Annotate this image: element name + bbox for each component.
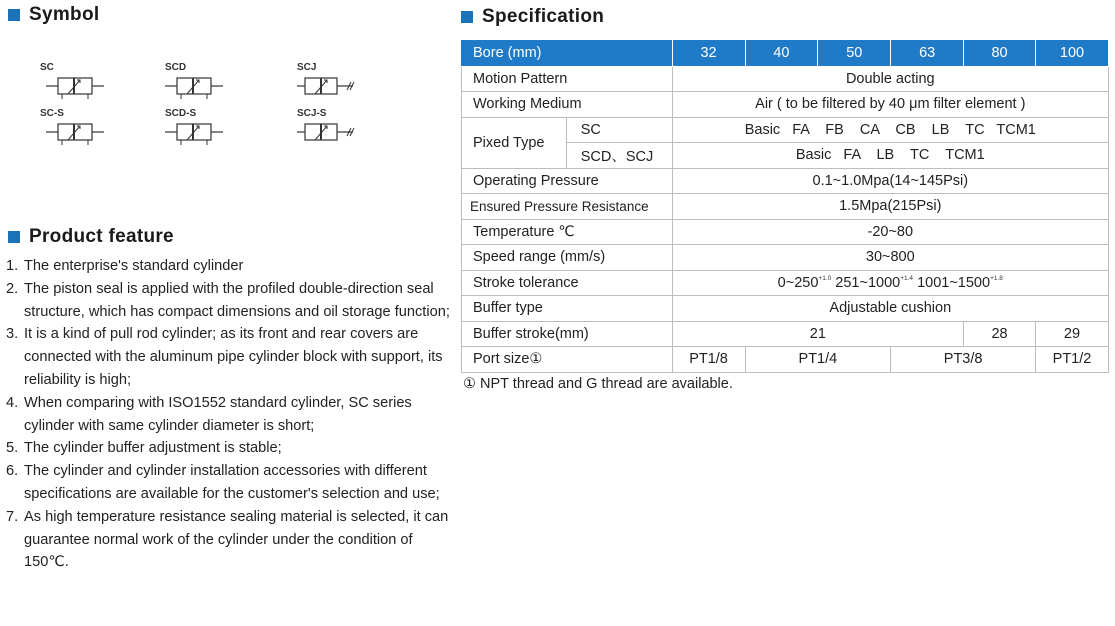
feature-list xyxy=(6,255,451,574)
row-label: Pixed Type xyxy=(462,117,567,168)
item-number: 1. xyxy=(6,258,19,274)
specification-heading xyxy=(461,6,604,28)
square-bullet-icon xyxy=(8,9,20,21)
row-value: Adjustable cushion xyxy=(672,296,1108,322)
symbol-label: SCD xyxy=(165,62,187,73)
item-text: The piston seal is applied with the profiled double-direction seal structure, which has compact dimensions and oil storage function; xyxy=(24,280,450,320)
list-item xyxy=(6,460,451,506)
row-value: PT1/8 xyxy=(672,347,745,373)
table-row xyxy=(462,66,1109,92)
symbol-label: SC xyxy=(40,62,54,73)
symbol-scj-s xyxy=(297,108,367,158)
row-label: Ensured Pressure Resistance xyxy=(462,194,673,220)
list-item xyxy=(6,392,451,438)
product-feature-title: Product feature xyxy=(29,226,174,247)
stroke-tolerance-sup: +1.8 xyxy=(990,274,1003,282)
item-number: 5. xyxy=(6,440,19,457)
item-number: 6. xyxy=(6,463,19,480)
row-sublabel: SC xyxy=(566,117,672,143)
stroke-range: 1001~1500 xyxy=(913,274,991,291)
square-bullet-icon xyxy=(8,231,20,243)
list-item xyxy=(6,506,451,574)
row-value: Basic FA LB TC TCM1 xyxy=(672,143,1108,169)
list-item xyxy=(6,437,451,460)
table-row xyxy=(462,117,1109,143)
table-row xyxy=(462,270,1109,296)
symbol-label: SCJ-S xyxy=(297,108,327,119)
table-row-bore xyxy=(462,41,1109,67)
cylinder-symbol-icon xyxy=(297,74,367,102)
symbol-heading xyxy=(8,4,99,26)
row-value: PT1/2 xyxy=(1036,347,1109,373)
cylinder-symbol-icon xyxy=(297,120,367,148)
item-number: 7. xyxy=(6,508,19,525)
table-row xyxy=(462,168,1109,194)
row-value: Double acting xyxy=(672,66,1108,92)
row-value: 28 xyxy=(964,321,1036,347)
table-row xyxy=(462,321,1109,347)
list-item xyxy=(6,278,451,324)
table-row xyxy=(462,219,1109,245)
row-value: 0.1~1.0Mpa(14~145Psi) xyxy=(672,168,1108,194)
symbol-sc-s xyxy=(40,108,110,158)
bore-cell: 63 xyxy=(891,41,964,67)
item-text: The cylinder buffer adjustment is stable; xyxy=(24,440,282,457)
row-value xyxy=(672,270,1108,296)
row-label: Temperature ℃ xyxy=(462,219,673,245)
product-feature-heading xyxy=(8,226,174,248)
bore-cell: 100 xyxy=(1036,41,1109,67)
item-number: 3. xyxy=(6,326,19,343)
row-label: Operating Pressure xyxy=(462,168,673,194)
table-row xyxy=(462,245,1109,271)
specification-note: ① NPT thread and G thread are available. xyxy=(463,376,733,392)
row-label: Stroke tolerance xyxy=(462,270,673,296)
item-text: It is a kind of pull rod cylinder; as its front and rear covers are connected with the aluminum pipe cylinder block with support, its reliability is high; xyxy=(24,326,443,388)
item-number: 4. xyxy=(6,394,19,411)
row-value: 29 xyxy=(1036,321,1109,347)
bore-cell: 40 xyxy=(745,41,818,67)
symbol-sc xyxy=(40,62,110,112)
row-value: Air ( to be filtered by 40 μm filter element ) xyxy=(672,92,1108,118)
row-label: Motion Pattern xyxy=(462,66,673,92)
row-value: 30~800 xyxy=(672,245,1108,271)
symbol-label: SCJ xyxy=(297,62,317,73)
row-value: PT1/4 xyxy=(745,347,891,373)
specification-title: Specification xyxy=(482,6,605,27)
cylinder-symbol-icon xyxy=(40,120,110,148)
table-row xyxy=(462,347,1109,373)
symbol-scd-s xyxy=(165,108,235,158)
item-text: The enterprise's standard cylinder xyxy=(24,258,244,274)
row-value: PT3/8 xyxy=(891,347,1036,373)
square-bullet-icon xyxy=(461,11,473,23)
stroke-range: 0~250 xyxy=(777,274,819,291)
row-sublabel: SCD、SCJ xyxy=(566,143,672,169)
symbol-scd xyxy=(165,62,235,112)
table-row xyxy=(462,194,1109,220)
symbol-title: Symbol xyxy=(29,4,100,25)
bore-cell: 50 xyxy=(818,41,891,67)
specification-table xyxy=(461,40,1109,373)
bore-cell: 32 xyxy=(672,41,745,67)
row-value: Basic FA FB CA CB LB TC TCM1 xyxy=(672,117,1108,143)
row-label: Speed range (mm/s) xyxy=(462,245,673,271)
stroke-tolerance-sup: +1.4 xyxy=(900,274,914,282)
item-text: When comparing with ISO1552 standard cylinder, SC series cylinder with same cylinder diameter is short; xyxy=(24,394,412,434)
item-text: As high temperature resistance sealing material is selected, it can guarantee normal work of the cylinder under the condition of 150℃. xyxy=(24,508,449,571)
bore-header: Bore (mm) xyxy=(462,41,673,67)
cylinder-symbol-icon xyxy=(165,120,235,148)
symbol-label: SCD-S xyxy=(165,108,197,119)
row-value: 1.5Mpa(215Psi) xyxy=(672,194,1108,220)
row-label: Working Medium xyxy=(462,92,673,118)
row-label: Buffer stroke(mm) xyxy=(462,321,673,347)
row-label: Port size① xyxy=(462,347,673,373)
item-text: The cylinder and cylinder installation accessories with different specifications are available for the customer's selection and use; xyxy=(24,463,440,502)
row-label: Buffer type xyxy=(462,296,673,322)
row-value: 21 xyxy=(672,321,964,347)
symbol-label: SC-S xyxy=(40,108,64,119)
stroke-range: 251~1000 xyxy=(831,274,901,291)
cylinder-symbol-icon xyxy=(40,74,110,102)
row-value: -20~80 xyxy=(672,219,1108,245)
symbol-scj xyxy=(297,62,367,112)
list-item xyxy=(6,255,451,278)
list-item xyxy=(6,323,451,391)
table-row xyxy=(462,296,1109,322)
item-number: 2. xyxy=(6,280,19,297)
cylinder-symbol-icon xyxy=(165,74,235,102)
bore-cell: 80 xyxy=(964,41,1036,67)
table-row xyxy=(462,92,1109,118)
stroke-tolerance-sup: +1.0 xyxy=(818,274,832,282)
